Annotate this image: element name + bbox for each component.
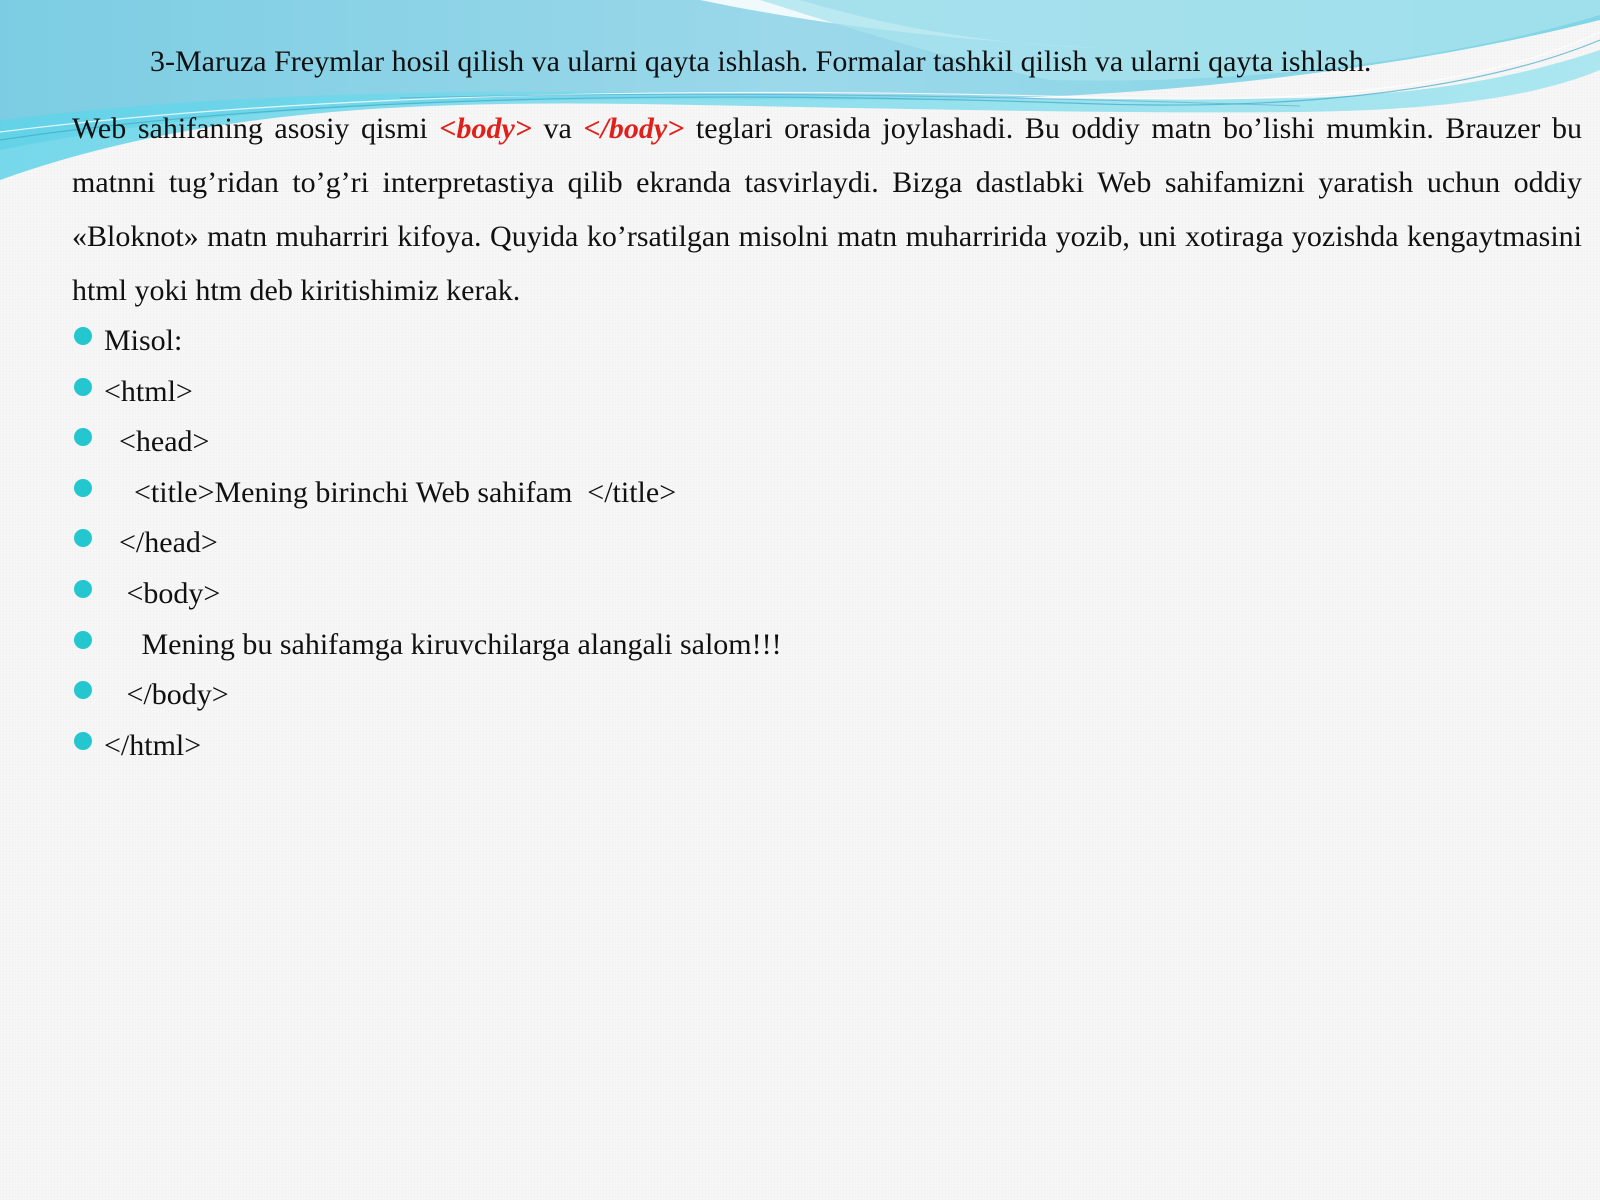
list-item — [72, 316, 1472, 367]
intro-text-before: Web sahifaning asosiy qismi — [72, 112, 440, 145]
code-example-list — [72, 316, 1472, 771]
bullet-dot-icon — [74, 681, 92, 699]
intro-paragraph — [72, 102, 1582, 318]
list-item-text: <head> — [104, 425, 210, 459]
bullet-dot-icon — [74, 428, 92, 446]
bullet-dot-icon — [74, 580, 92, 598]
list-item — [72, 670, 1472, 721]
list-item — [72, 417, 1472, 468]
list-item-text: Mening bu sahifamga kiruvchilarga alangali salom!!! — [104, 627, 782, 661]
intro-text-after: teglari orasida joylashadi. Bu oddiy matn bo’lishi mumkin. Brauzer bu matnni tug’ridan to’g’ri interpretastiya qilib ekranda tasvirlaydi. Bizga dastlabki Web sahifamizni yaratish uchun oddiy «Bloknot» matn muharriri kifoya. Quyida ko’rsatilgan misolni matn muharririda yozib, uni xotiraga yozishda kengaytmasini html yoki htm deb kiritishimiz kerak. — [72, 112, 1582, 307]
slide-title: 3-Maruza Freymlar hosil qilish va ularni qayta ishlash. Formalar tashkil qilish va ularni qayta ishlash. — [150, 45, 1372, 78]
list-item — [72, 518, 1472, 569]
body-open-tag: <body> — [439, 112, 532, 145]
bullet-dot-icon — [74, 529, 92, 547]
bullet-dot-icon — [74, 732, 92, 750]
list-item-text: <body> — [104, 576, 221, 610]
list-item — [72, 367, 1472, 418]
list-item-text: </head> — [104, 526, 218, 560]
list-item-text: Misol: — [104, 324, 183, 357]
intro-text-between: va — [531, 112, 584, 145]
list-item-text: </html> — [104, 728, 202, 762]
list-item — [72, 468, 1472, 519]
bullet-dot-icon — [74, 479, 92, 497]
list-item — [72, 620, 1472, 671]
bullet-dot-icon — [74, 378, 92, 396]
list-item-text: <title>Mening birinchi Web sahifam </title> — [104, 475, 677, 509]
list-item — [72, 569, 1472, 620]
list-item — [72, 721, 1472, 772]
bullet-dot-icon — [74, 327, 92, 345]
list-item-text: <html> — [104, 374, 193, 408]
list-item-text: </body> — [104, 678, 229, 712]
body-close-tag: </body> — [583, 112, 685, 145]
bullet-dot-icon — [74, 631, 92, 649]
